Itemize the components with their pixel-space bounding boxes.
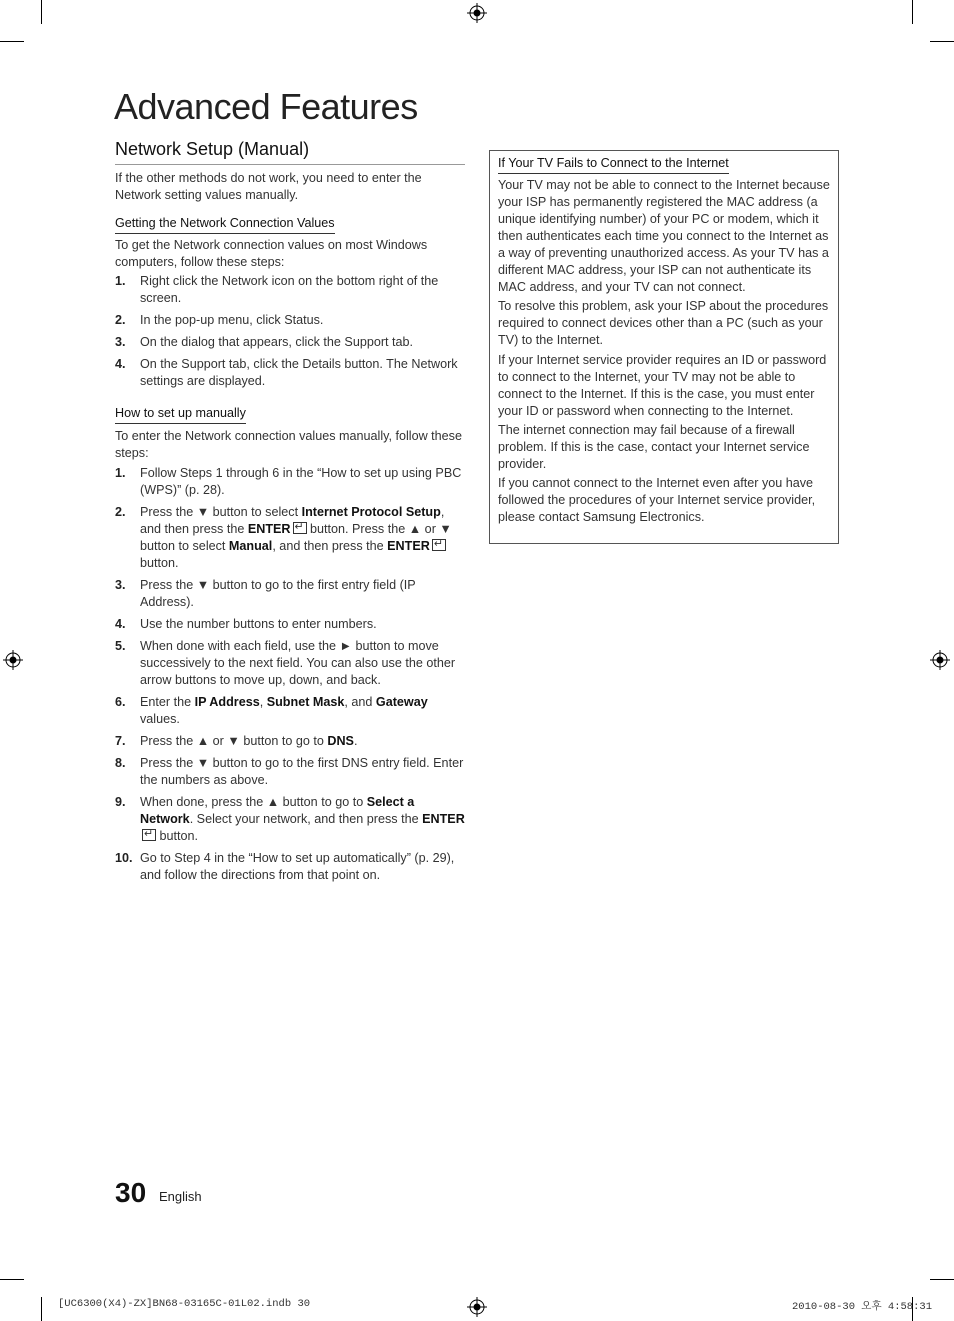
registration-mark-icon <box>3 650 23 670</box>
list-item: 8. Press the ▼ button to go to the first DNS entry field. Enter the numbers as above. <box>115 756 464 787</box>
list-item: 9. When done, press the ▲ button to go to Select a Network. Select your network, and then press the ENTER↵ button. <box>115 794 465 845</box>
box-heading: If Your TV Fails to Connect to the Internet <box>498 155 729 174</box>
list-item: 2. Press the ▼ button to select Internet Protocol Setup, and then press the ENTER↵ button. Press the ▲ or ▼ button to select Manual, and then press the ENTER↵ button. <box>115 504 465 572</box>
crop-mark <box>0 1279 24 1280</box>
list-item: 3. On the dialog that appears, click the Support tab. <box>115 335 414 349</box>
list-item: 2. In the pop-up menu, click Status. <box>115 313 324 327</box>
list-item: 6. Enter the IP Address, Subnet Mask, and Gateway values. <box>115 695 428 726</box>
subheading-manual-setup: How to set up manually <box>115 405 246 424</box>
subheading-getting-values: Getting the Network Connection Values <box>115 215 335 234</box>
enter-icon <box>142 829 156 841</box>
registration-mark-icon <box>930 650 950 670</box>
enter-icon <box>293 522 307 534</box>
box-paragraph: The internet connection may fail because of a firewall problem. If this is the case, contact your Internet service provider. <box>498 423 810 471</box>
language-label: English <box>159 1189 202 1204</box>
box-paragraph: If your Internet service provider requires an ID or password to connect to the Internet, your TV may not be able to connect to the Internet. If this is the case, you must enter your ID or password when connecting to the Internet. <box>498 353 827 418</box>
crop-mark <box>41 1297 42 1321</box>
page-number: 30 <box>115 1177 147 1208</box>
list-item: 1. Right click the Network icon on the bottom right of the screen. <box>115 274 439 305</box>
footer-timestamp: 2010-08-30 오후 4:58:31 <box>792 1301 933 1313</box>
page-title: Advanced Features <box>114 86 418 127</box>
manual-intro: To enter the Network connection values manually, follow these steps: <box>115 429 462 460</box>
troubleshooting-box <box>489 150 839 544</box>
box-paragraph: To resolve this problem, ask your ISP about the procedures required to connect devices other than a PC (such as your TV) to the Internet. <box>498 299 829 347</box>
section-title: Network Setup (Manual) <box>115 139 465 165</box>
box-paragraph: If you cannot connect to the Internet even after you have followed the procedures of your Internet service provider, please contact Samsung Electronics. <box>498 476 816 524</box>
crop-mark <box>0 41 24 42</box>
footer-file-info: [UC6300(X4)-ZX]BN68-03165C-01L02.indb 30 <box>58 1298 311 1310</box>
crop-mark <box>912 0 913 24</box>
list-item: 3. Press the ▼ button to go to the first entry field (IP Address). <box>115 578 416 609</box>
list-item: 4. On the Support tab, click the Details button. The Network settings are displayed. <box>115 357 458 388</box>
list-item: 1. Follow Steps 1 through 6 in the “How to set up using PBC (WPS)” (p. 28). <box>115 466 462 497</box>
getting-values-intro: To get the Network connection values on most Windows computers, follow these steps: <box>115 238 428 269</box>
manual-steps <box>115 465 465 884</box>
list-item: 10. Go to Step 4 in the “How to set up automatically” (p. 29), and follow the directions from that point on. <box>115 851 455 882</box>
crop-mark <box>930 1279 954 1280</box>
getting-values-steps <box>115 273 465 390</box>
list-item: 4. Use the number buttons to enter numbers. <box>115 617 377 631</box>
crop-mark <box>41 0 42 24</box>
left-column <box>115 170 465 884</box>
intro-text: If the other methods do not work, you need to enter the Network setting values manually. <box>115 171 422 202</box>
enter-icon <box>432 539 446 551</box>
registration-mark-icon <box>467 3 487 23</box>
crop-mark <box>930 41 954 42</box>
list-item: 5. When done with each field, use the ► button to move successively to the next field. You can also use the other arrow buttons to move up, down, and back. <box>115 639 456 687</box>
list-item: 7. Press the ▲ or ▼ button to go to DNS. <box>115 734 358 748</box>
box-paragraph: Your TV may not be able to connect to the Internet because your ISP has permanently registered the MAC address (a unique identifying number) of your PC or modem, which it then authenticates each time you connect to the Internet as a way of preventing unauthorized access. As your TV has a different MAC address, your ISP can not authenticate its MAC address, and your TV can not connect. <box>498 178 830 294</box>
registration-mark-icon <box>467 1297 487 1317</box>
